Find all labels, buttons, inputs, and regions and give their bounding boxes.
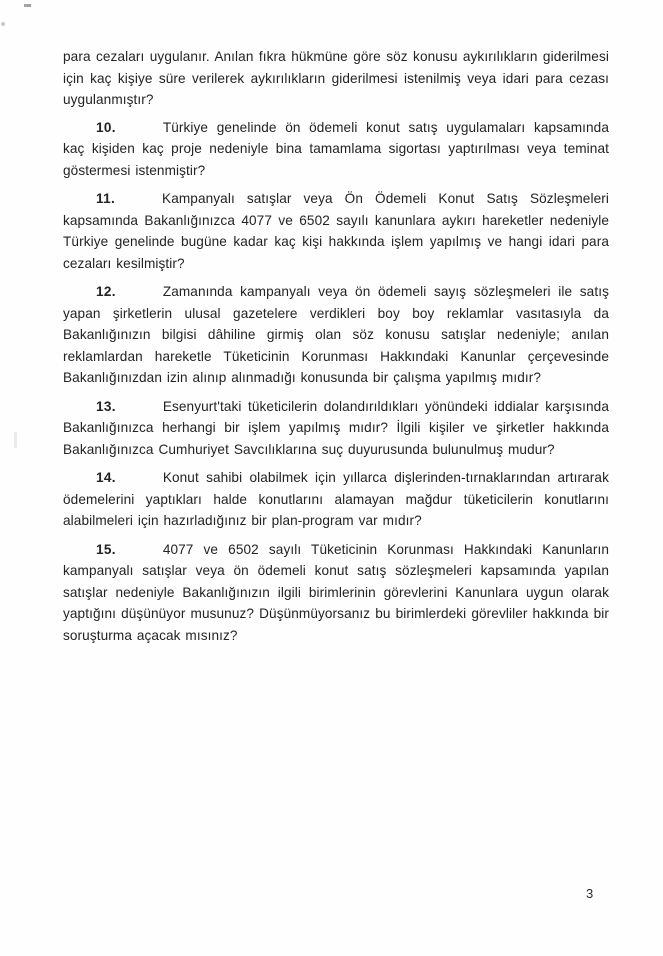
question-text: 4077 ve 6502 sayılı Tüketicinin Korunması Hakkındaki Kanunların kampanyalı satışlar veya ön ödemeli konut satış sözleşmeleri kapsamında yapılan satışlar nedeniyle Bakanlığınızın ilgili birimlerinin görevlerini Kanunlara uygun olarak yaptığını düşünüyor musunuz? Düşünmüyorsanız bu birimlerdeki görevliler hakkında bir soruşturma açacak mısınız? [63,541,609,643]
question-number: 13. [96,398,116,414]
question-paragraph-13 [63,396,609,461]
document-body [63,46,609,653]
question-paragraph-10 [63,117,609,182]
question-number: 10. [96,119,116,135]
question-text: Zamanında kampanyalı veya ön ödemeli sayış sözleşmeleri ile satış yapan şirketlerin ulusal gazetelere verdikleri boy boy reklamlar vasıtasıyla da Bakanlığınızın bilgisi dâhiline girmiş olan söz konusu satışlar nedeniyle; anılan reklamlardan hareketle Tüketicinin Korunması Hakkındaki Kanunlar çerçevesinde Bakanlığınızdan izin alınıp alınmadığı konusunda bir çalışma yapılmış mıdır? [63,284,609,385]
question-number: 11. [96,191,116,206]
scan-artifact-speck [24,4,31,7]
question-number: 12. [96,284,116,299]
paragraph-continuation: para cezaları uygulanır. Anılan fıkra hükmüne göre söz konusu aykırılıkların giderilmesi için kaç kişiye süre verilerek aykırılıkların giderilmesi istenilmiş veya idari para cezası uygulanmıştır? [63,49,609,107]
question-paragraph-11 [63,188,609,274]
question-text: Kampanyalı satışlar veya Ön Ödemeli Konut Satış Sözleşmeleri kapsamında Bakanlığınızca 4077 ve 6502 sayılı kanunlara aykırı hareketler nedeniyle Türkiye genelinde bugüne kadar kaç kişi hakkında işlem yapılmış ve hangi idari para cezaları kesilmiştir? [63,191,609,271]
question-paragraph-12 [63,281,609,389]
page-number: 3 [586,886,594,901]
question-paragraph-14 [63,467,609,532]
question-number: 15. [96,541,116,557]
question-text: Esenyurt'taki tüketicilerin dolandırıldıkları yönündeki iddialar karşısında Bakanlığınızca herhangi bir işlem yapılmış mıdır? İlgili kişiler ve şirketler hakkında Bakanlığınızca Cumhuriyet Savcılıklarına suç duyurusunda bulunulmuş mudur? [63,398,609,457]
question-number: 14. [96,470,116,485]
scan-artifact-speck [1,22,5,26]
question-paragraph-15 [63,539,609,647]
question-text: Türkiye genelinde ön ödemeli konut satış uygulamaları kapsamında kaç kişiden kaç proje nedeniyle bina tamamlama sigortası yaptırılması veya teminat göstermesi istenmiştir? [63,119,609,178]
scan-artifact-smudge [14,432,17,448]
question-text: Konut sahibi olabilmek için yıllarca dişlerinden-tırnaklarından artırarak ödemelerini yaptıkları halde konutlarını alamayan mağdur tüketicilerin konutlarını alabilmeleri için hazırladığınız bir plan-program var mıdır? [63,470,609,528]
